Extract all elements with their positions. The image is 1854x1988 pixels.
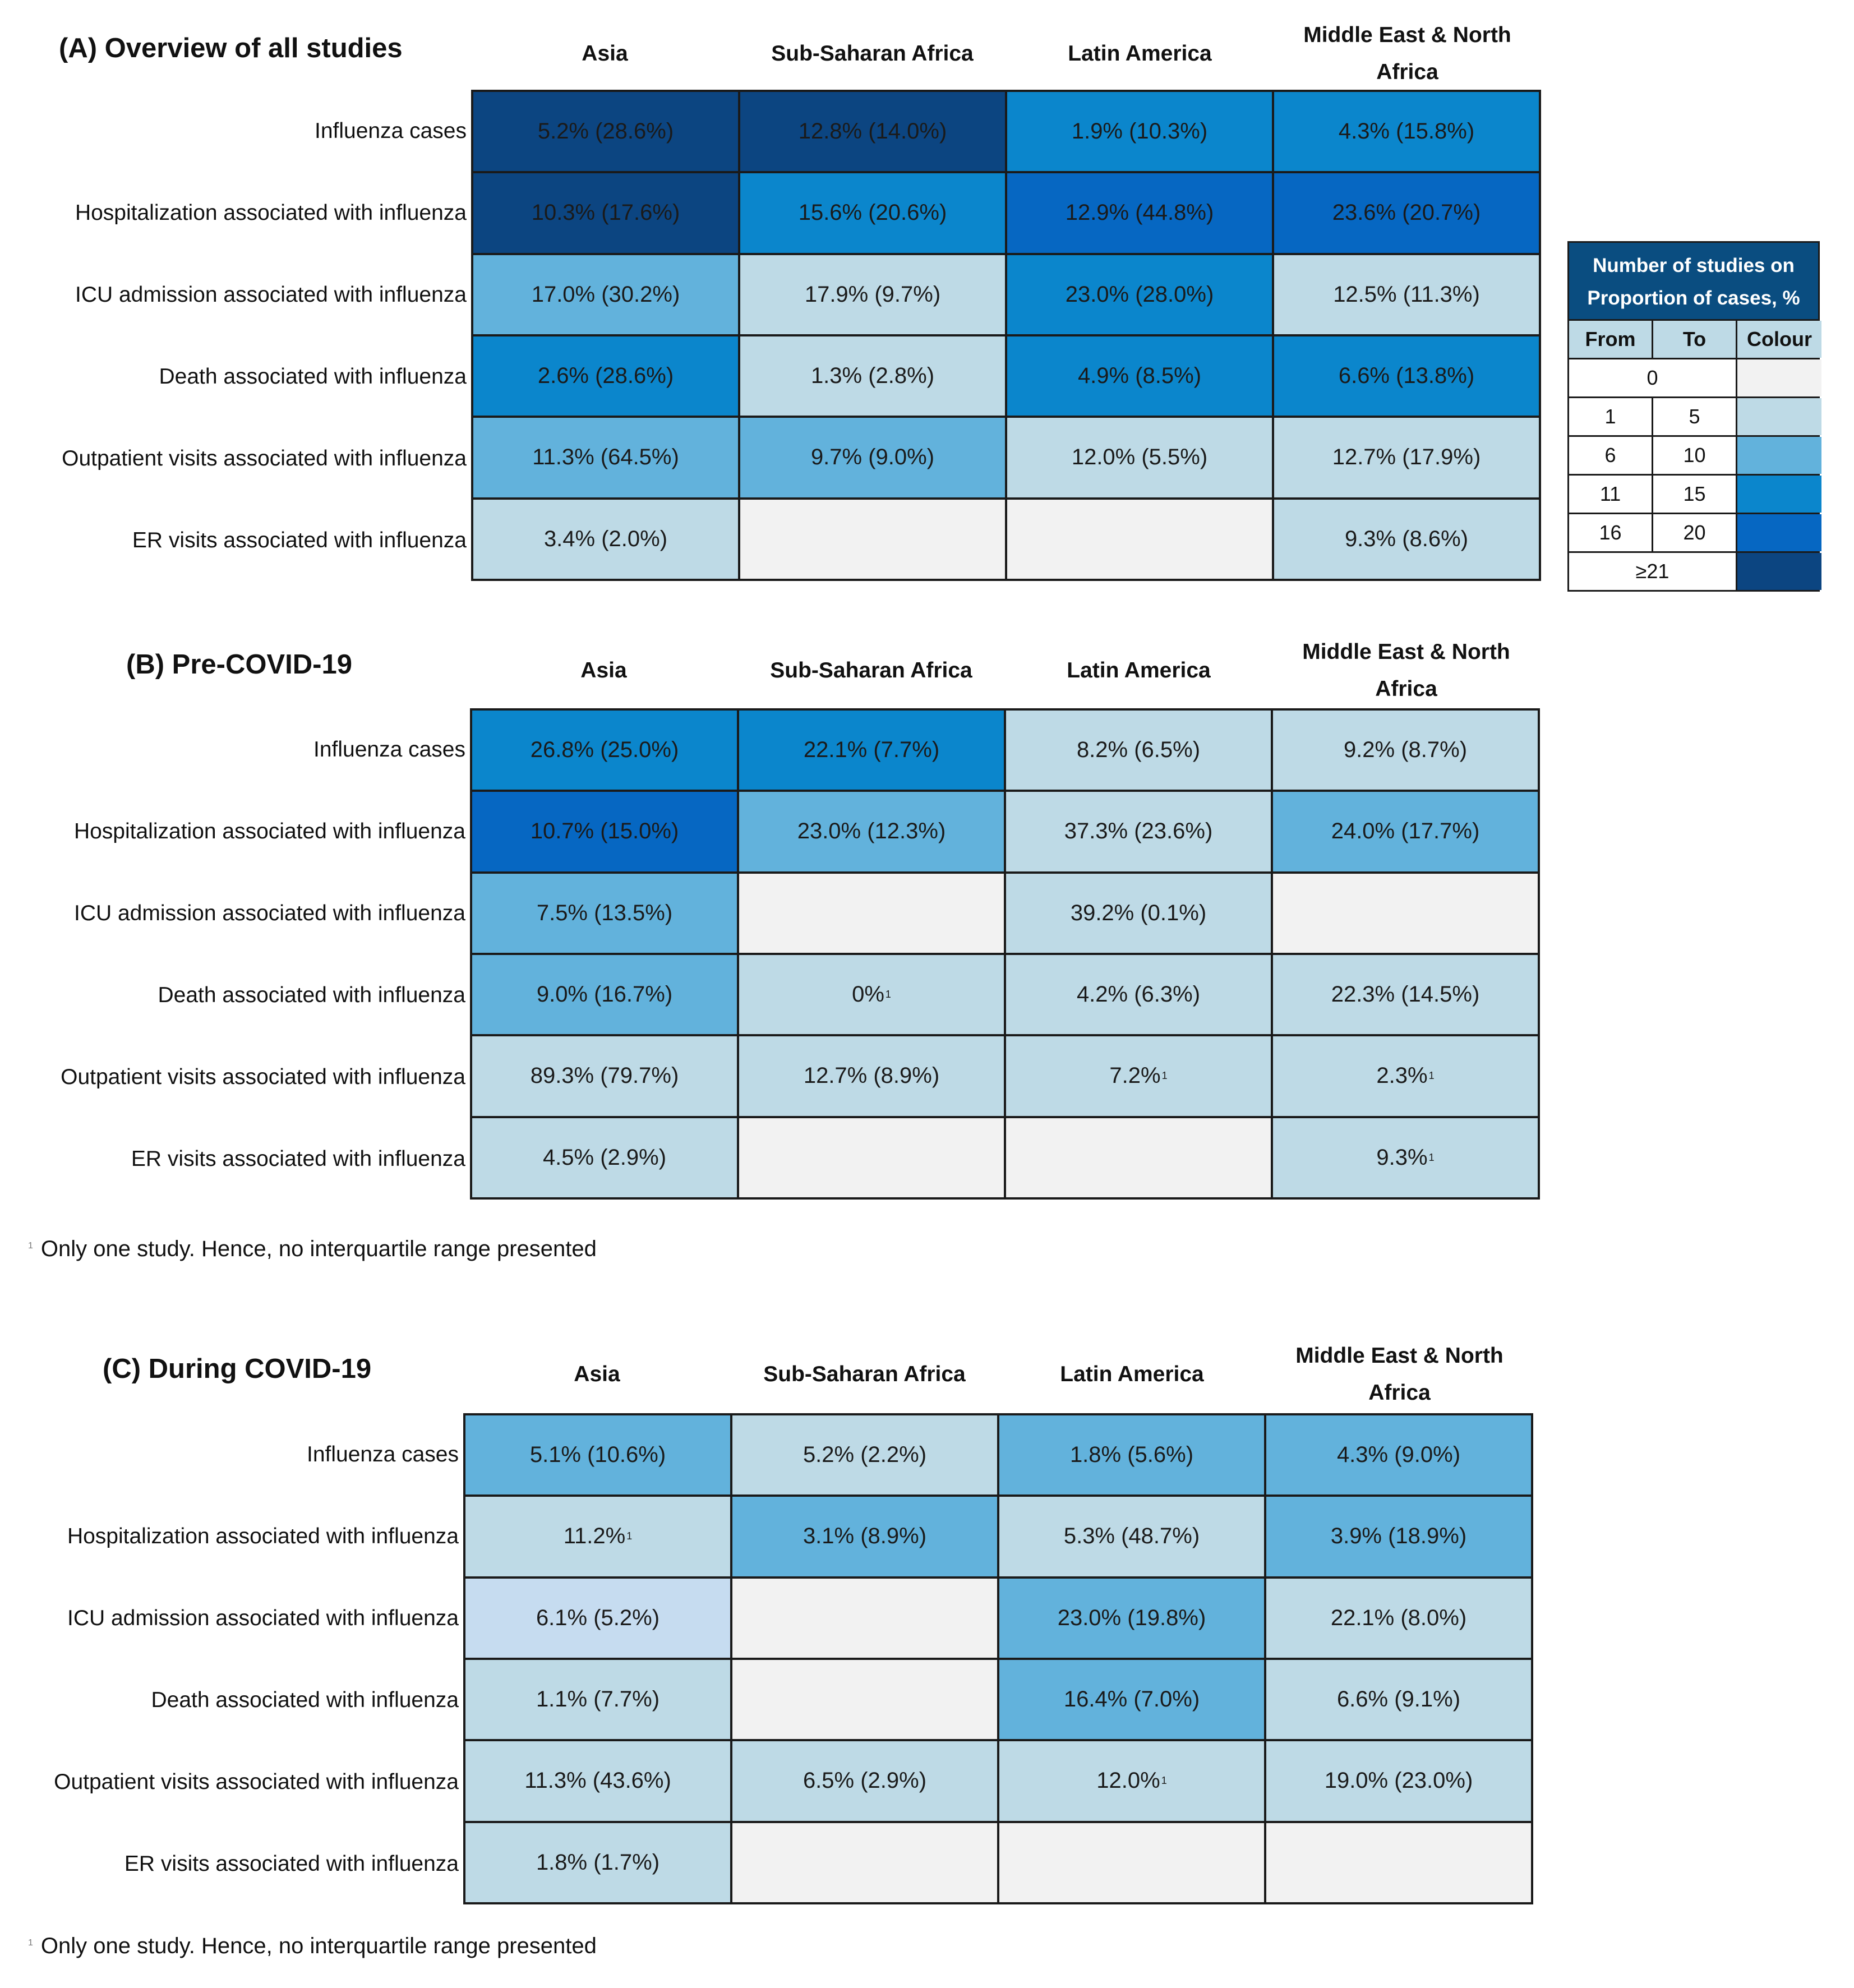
cell-value: 4.9% (8.5%) [1077,363,1202,389]
footnote-marker: 1 [1161,1070,1168,1082]
heatmap-cell [1007,336,1272,416]
row-label: ER visits associated with influenza [132,528,467,552]
heatmap-cell [1006,874,1271,953]
cell-value: 16.4% (7.0%) [1063,1687,1200,1712]
cell-value: 4.3% (15.8%) [1338,119,1475,144]
heatmap-cell [1006,955,1271,1034]
heatmap-cell [739,792,1004,871]
heatmap-cell [1266,1660,1531,1739]
column-header: Middle East & North Africa [1303,23,1511,84]
cell-value: 6.6% (13.8%) [1338,363,1475,389]
footnote-marker: 1 [885,989,891,1000]
heatmap-cell [1266,1741,1531,1820]
heatmap-grid [463,1413,1533,1904]
heatmap-cell [1007,418,1272,497]
row-label: Death associated with influenza [159,364,467,389]
heatmap-cell [740,173,1005,252]
cell-value: 11.2% [563,1524,626,1549]
heatmap-grid [471,90,1541,581]
cell-value: 11.3% (43.6%) [524,1768,671,1793]
cell-value: 5.3% (48.7%) [1063,1524,1200,1549]
cell-value: 0% [852,982,884,1007]
heatmap-cell [472,792,737,871]
panel-title: (A) Overview of all studies [59,33,403,63]
legend-rows [1569,359,1818,590]
cell-value: 12.8% (14.0%) [798,119,947,144]
footnote-marker: 1 [28,1938,33,1948]
legend [1567,241,1820,592]
row-label: Outpatient visits associated with influenza [54,1769,459,1794]
footnote-marker: 1 [28,1240,33,1251]
heatmap-cell [1266,1497,1531,1576]
heatmap-cell [472,1036,737,1115]
cell-value: 4.3% (9.0%) [1336,1442,1461,1468]
heatmap-cell [1274,336,1539,416]
heatmap-cell [1274,255,1539,334]
legend-to: 5 [1653,398,1736,435]
legend-header-from: From [1569,321,1652,358]
heatmap-cell [732,1579,997,1658]
cell-value: 5.2% (2.2%) [803,1442,927,1468]
cell-value: 23.6% (20.7%) [1332,200,1481,225]
heatmap-cell [732,1741,997,1820]
column-header: Latin America [1060,1362,1204,1386]
heatmap-cell [739,955,1004,1034]
footnote [28,1934,597,1959]
panel-title: (C) During COVID-19 [103,1354,372,1384]
cell-value: 10.7% (15.0%) [530,819,679,844]
heatmap-cell [1274,418,1539,497]
cell-value: 2.3% [1376,1063,1428,1088]
legend-header-to: To [1653,321,1736,358]
column-header: Sub-Saharan Africa [770,658,972,682]
heatmap-cell [1273,711,1538,790]
footnote-marker: 1 [1161,1775,1167,1787]
row-label: ICU admission associated with influenza [67,1606,459,1630]
heatmap-cell [1266,1415,1531,1495]
heatmap-cell [465,1741,730,1820]
cell-value: 2.6% (28.6%) [537,363,674,389]
column-header: Latin America [1067,658,1211,682]
cell-value: 1.8% (5.6%) [1069,1442,1194,1468]
row-label: ER visits associated with influenza [124,1851,459,1876]
heatmap-cell [732,1415,997,1495]
cell-value: 9.3% [1376,1145,1428,1170]
column-header: Sub-Saharan Africa [763,1362,966,1386]
column-header: Asia [580,658,627,682]
heatmap-cell [1007,92,1272,171]
legend-row [1569,437,1818,474]
heatmap-cell [1273,1036,1538,1115]
heatmap-cell [1007,255,1272,334]
column-header: Middle East & North Africa [1295,1344,1504,1405]
legend-from: 6 [1569,437,1652,474]
cell-value: 1.8% (1.7%) [536,1849,660,1875]
heatmap-cell [739,711,1004,790]
heatmap-cell [472,1118,737,1197]
heatmap-cell [473,336,738,416]
cell-value: 5.2% (28.6%) [537,119,674,144]
legend-to: 10 [1653,437,1736,474]
heatmap-cell [1007,173,1272,252]
heatmap-cell [1273,792,1538,871]
cell-value: 5.1% (10.6%) [529,1442,666,1468]
footnote-text: Only one study. Hence, no interquartile range presented [40,1237,597,1261]
row-label: Influenza cases [313,737,465,762]
heatmap-cell [999,1415,1264,1495]
heatmap-cell [740,336,1005,416]
legend-to: 20 [1653,514,1736,551]
cell-value: 89.3% (79.7%) [530,1063,679,1088]
legend-row [1569,359,1818,396]
heatmap-cell [1273,955,1538,1034]
cell-value: 9.7% (9.0%) [810,445,935,470]
cell-value: 12.7% (17.9%) [1332,445,1481,470]
row-label: Influenza cases [306,1442,459,1466]
heatmap-cell [1274,173,1539,252]
cell-value: 12.9% (44.8%) [1065,200,1214,225]
heatmap-cell [999,1660,1264,1739]
cell-value: 17.9% (9.7%) [804,282,941,307]
cell-value: 37.3% (23.6%) [1064,819,1213,844]
legend-from: 11 [1569,476,1652,513]
row-label: ER visits associated with influenza [131,1146,465,1171]
legend-row [1569,398,1818,435]
cell-value: 3.1% (8.9%) [803,1524,927,1549]
heatmap-cell [472,711,737,790]
column-header: Latin America [1068,41,1212,66]
heatmap-cell [1273,1118,1538,1197]
cell-value: 23.0% (12.3%) [797,819,946,844]
cell-value: 12.0% (5.5%) [1071,445,1208,470]
legend-from: 16 [1569,514,1652,551]
row-label: ICU admission associated with influenza [75,282,467,307]
footnote-marker: 1 [1428,1151,1435,1163]
row-label: Outpatient visits associated with influenza [61,1064,465,1089]
heatmap-cell [1266,1823,1531,1902]
cell-value: 6.6% (9.1%) [1336,1687,1461,1712]
heatmap-cell [465,1823,730,1902]
heatmap-cell [473,418,738,497]
heatmap-cell [1266,1579,1531,1658]
cell-value: 7.2% [1109,1063,1161,1088]
cell-value: 7.5% (13.5%) [536,900,673,925]
heatmap-cell [472,955,737,1034]
legend-swatch [1737,553,1821,590]
heatmap-cell [465,1415,730,1495]
row-label: Death associated with influenza [158,983,465,1007]
cell-value: 3.9% (18.9%) [1330,1524,1467,1549]
legend-row [1569,514,1818,551]
footnote-text: Only one study. Hence, no interquartile range presented [40,1934,597,1958]
cell-value: 12.5% (11.3%) [1333,282,1480,307]
heatmap-grid [470,708,1540,1200]
heatmap-cell [739,1118,1004,1197]
heatmap-cell [999,1497,1264,1576]
cell-value: 10.3% (17.6%) [531,200,680,225]
heatmap-cell [472,874,737,953]
heatmap-cell [1273,874,1538,953]
cell-value: 12.7% (8.9%) [803,1063,940,1088]
legend-range: 0 [1569,359,1736,396]
heatmap-cell [1007,500,1272,579]
cell-value: 15.6% (20.6%) [798,200,947,225]
footnote [28,1237,597,1262]
heatmap-cell [465,1660,730,1739]
heatmap-cell [1006,711,1271,790]
cell-value: 1.9% (10.3%) [1071,119,1208,144]
legend-header-colour: Colour [1737,321,1821,358]
heatmap-cell [1274,500,1539,579]
legend-swatch [1737,514,1821,551]
legend-range: ≥21 [1569,553,1736,590]
cell-value: 22.1% (8.0%) [1330,1605,1467,1630]
heatmap-cell [732,1823,997,1902]
row-label: ICU admission associated with influenza [73,901,465,925]
heatmap-cell [1274,92,1539,171]
heatmap-cell [999,1741,1264,1820]
cell-value: 22.1% (7.7%) [803,737,940,763]
heatmap-cell [740,255,1005,334]
row-label: Hospitalization associated with influenza [75,200,467,225]
heatmap-cell [473,92,738,171]
heatmap-cell [740,500,1005,579]
cell-value: 11.3% (64.5%) [532,445,679,470]
heatmap-cell [1006,792,1271,871]
cell-value: 12.0% [1096,1768,1160,1793]
heatmap-cell [473,255,738,334]
cell-value: 6.5% (2.9%) [803,1768,927,1793]
cell-value: 23.0% (28.0%) [1065,282,1214,307]
heatmap-cell [732,1497,997,1576]
column-header: Asia [582,41,628,66]
heatmap-cell [999,1579,1264,1658]
heatmap-cell [465,1497,730,1576]
cell-value: 6.1% (5.2%) [536,1605,660,1630]
row-label: Death associated with influenza [151,1687,459,1712]
heatmap-cell [732,1660,997,1739]
heatmap-cell [740,92,1005,171]
cell-value: 26.8% (25.0%) [530,737,679,763]
row-label: Hospitalization associated with influenza [67,1524,459,1548]
cell-value: 9.0% (16.7%) [536,982,673,1007]
footnote-marker: 1 [626,1530,633,1542]
heatmap-cell [465,1579,730,1658]
heatmap-cell [739,874,1004,953]
cell-value: 1.3% (2.8%) [810,363,935,389]
cell-value: 22.3% (14.5%) [1331,982,1480,1007]
cell-value: 8.2% (6.5%) [1076,737,1201,763]
heatmap-cell [740,418,1005,497]
column-header: Asia [574,1362,620,1386]
cell-value: 9.3% (8.6%) [1344,526,1469,551]
legend-from: 1 [1569,398,1652,435]
legend-swatch [1737,437,1821,474]
heatmap-cell [473,173,738,252]
heatmap-cell [999,1823,1264,1902]
cell-value: 39.2% (0.1%) [1070,900,1207,925]
legend-header-row [1569,321,1818,358]
cell-value: 3.4% (2.0%) [543,526,668,551]
legend-row [1569,553,1818,590]
legend-title: Number of studies on Proportion of cases, % [1569,243,1818,319]
legend-swatch [1737,476,1821,513]
column-header: Sub-Saharan Africa [771,41,974,66]
legend-to: 15 [1653,476,1736,513]
cell-value: 24.0% (17.7%) [1331,819,1480,844]
heatmap-cell [473,500,738,579]
cell-value: 1.1% (7.7%) [536,1687,660,1712]
row-label: Outpatient visits associated with influenza [62,446,467,471]
cell-value: 4.5% (2.9%) [542,1145,667,1170]
cell-value: 19.0% (23.0%) [1324,1768,1473,1793]
cell-value: 17.0% (30.2%) [531,282,680,307]
cell-value: 23.0% (19.8%) [1057,1605,1206,1630]
column-header: Middle East & North Africa [1302,640,1510,701]
legend-swatch [1737,398,1821,435]
footnote-marker: 1 [1428,1070,1435,1082]
heatmap-cell [1006,1036,1271,1115]
cell-value: 9.2% (8.7%) [1343,737,1468,763]
heatmap-cell [739,1036,1004,1115]
legend-row [1569,476,1818,513]
row-label: Influenza cases [314,118,467,143]
heatmap-cell [1006,1118,1271,1197]
legend-swatch [1737,359,1821,396]
panel-title: (B) Pre-COVID-19 [126,649,352,680]
row-label: Hospitalization associated with influenza [73,819,465,843]
cell-value: 4.2% (6.3%) [1076,982,1201,1007]
